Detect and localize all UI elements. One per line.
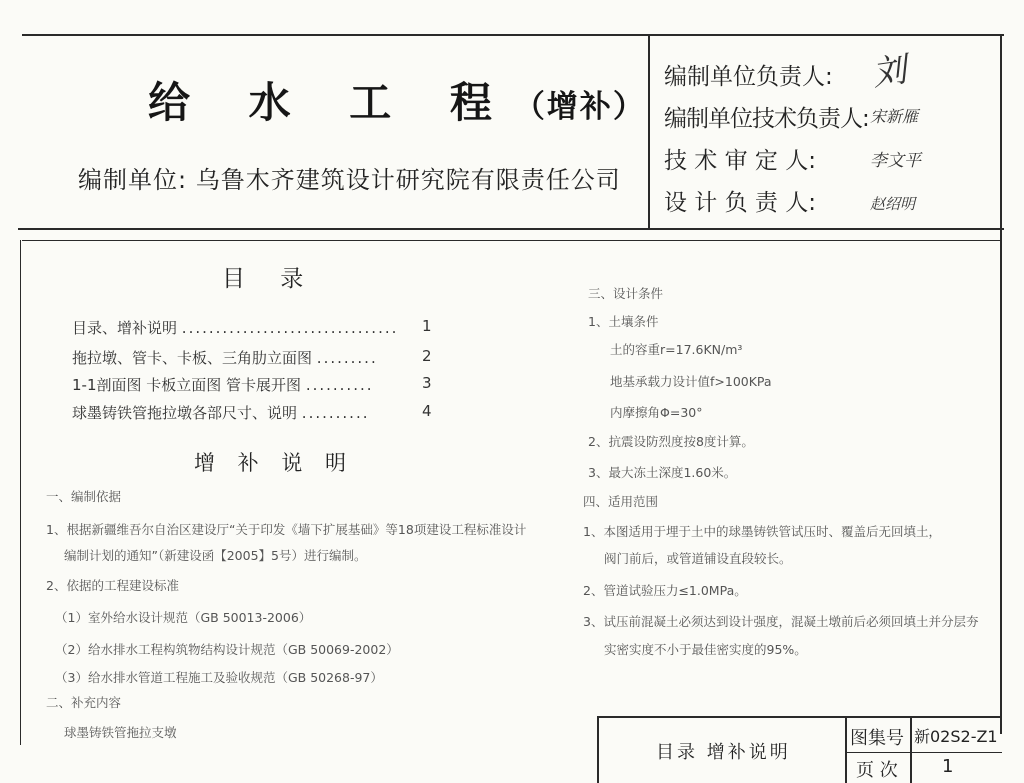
toc-item-dots: ................................ bbox=[181, 319, 399, 337]
top-border bbox=[22, 34, 1004, 36]
footer-title: 目录 增补说明 bbox=[656, 742, 791, 763]
note-line: （3）给水排水管道工程施工及验收规范（GB 50268-97） bbox=[55, 670, 383, 685]
page-value: 1 bbox=[942, 756, 954, 777]
atlas-label: 图集号 bbox=[850, 728, 904, 749]
left-border bbox=[20, 240, 21, 745]
toc-item-text: 目录、增补说明 bbox=[72, 319, 178, 337]
note-line: 土的容重r=17.6KN/m³ bbox=[610, 342, 743, 357]
toc-item-dots: .......... bbox=[305, 376, 374, 394]
toc-item-dots: ......... bbox=[316, 349, 378, 367]
note-line: 2、管道试验压力≤1.0MPa。 bbox=[583, 583, 747, 598]
note-line: 3、最大冻土深度1.60米。 bbox=[588, 465, 737, 480]
toc-item-text: 拖拉墩、管卡、卡板、三角肋立面图 bbox=[72, 349, 313, 367]
title-suffix: （增补） bbox=[513, 89, 646, 125]
note-line: 实密实度不小于最佳密实度的95%。 bbox=[604, 642, 807, 657]
supplement-heading: 增 补 说 明 bbox=[194, 451, 355, 475]
signoff-signature: 宋新雁 bbox=[870, 107, 919, 126]
toc-heading: 目 录 bbox=[222, 266, 318, 292]
note-line: （2）给水排水工程构筑物结构设计规范（GB 50069-2002） bbox=[55, 642, 399, 657]
footer-top-border bbox=[597, 716, 1002, 718]
toc-item bbox=[72, 374, 432, 395]
atlas-value: 新02S2-Z1 bbox=[914, 727, 998, 746]
toc-item-text: 1-1剖面图 卡板立面图 管卡展开图 bbox=[72, 376, 302, 394]
header-bottom-border bbox=[18, 228, 1004, 230]
note-line: 1、本图适用于埋于土中的球墨铸铁管试压时、覆盖后无回填土， bbox=[583, 524, 941, 539]
header-divider bbox=[648, 35, 650, 229]
page-title bbox=[148, 70, 646, 130]
signoff-signature: 赵绍明 bbox=[870, 195, 916, 213]
signoff-role: 编制单位负责人: bbox=[664, 64, 833, 90]
note-line: 阀门前后，或管道铺设直段较长。 bbox=[604, 551, 792, 566]
toc-item-page: 3 bbox=[422, 374, 432, 392]
toc-item-page: 2 bbox=[422, 347, 432, 365]
note-line: 四、适用范围 bbox=[583, 494, 659, 509]
note-line: 内摩擦角Φ=30° bbox=[610, 405, 703, 420]
organization-line bbox=[78, 160, 621, 195]
signoff-signature: 李文平 bbox=[870, 151, 921, 171]
right-border bbox=[1000, 34, 1002, 734]
note-line: 编制计划的通知”（新建设函【2005】5号）进行编制。 bbox=[64, 548, 367, 563]
note-line: 三、设计条件 bbox=[588, 286, 664, 301]
body-top-border bbox=[22, 240, 1000, 241]
signoff-signature: 刘 bbox=[869, 49, 910, 95]
toc-item-page: 1 bbox=[422, 317, 432, 335]
footer-left-border bbox=[597, 716, 599, 783]
note-line: 2、抗震设防烈度按8度计算。 bbox=[588, 434, 754, 449]
signoff-role: 技 术 审 定 人: bbox=[664, 148, 816, 174]
note-line: 球墨铸铁管拖拉支墩 bbox=[64, 725, 177, 740]
org-label: 编制单位: bbox=[78, 166, 188, 194]
signoff-role: 编制单位技术负责人: bbox=[664, 106, 869, 132]
org-name: 乌鲁木齐建筑设计研究院有限责任公司 bbox=[195, 166, 621, 194]
toc-item bbox=[72, 402, 432, 423]
footer-divider-2 bbox=[910, 716, 912, 783]
toc-item-page: 4 bbox=[422, 402, 432, 420]
note-line: 1、根据新疆维吾尔自治区建设厅“关于印发《墙下扩展基础》等18项建设工程标准设计 bbox=[46, 522, 527, 537]
note-line: 一、编制依据 bbox=[46, 489, 122, 504]
toc-item-text: 球墨铸铁管拖拉墩各部尺寸、说明 bbox=[72, 404, 298, 422]
note-line: 3、试压前混凝土必须达到设计强度，混凝土墩前后必须回填土并分层夯 bbox=[583, 614, 979, 629]
page-label: 页 次 bbox=[856, 760, 898, 781]
toc-item bbox=[72, 317, 432, 338]
footer-mid-line bbox=[846, 752, 1002, 753]
note-line: 1、土壤条件 bbox=[588, 314, 659, 329]
note-line: 2、依据的工程建设标准 bbox=[46, 578, 179, 593]
note-line: 地基承载力设计值f>100KPa bbox=[610, 374, 772, 389]
title-main: 给 水 工 程 bbox=[148, 78, 514, 127]
signoff-role: 设 计 负 责 人: bbox=[664, 190, 816, 216]
note-line: （1）室外给水设计规范（GB 50013-2006） bbox=[55, 610, 312, 625]
toc-item-dots: .......... bbox=[301, 404, 370, 422]
note-line: 二、补充内容 bbox=[46, 695, 122, 710]
footer-divider-1 bbox=[845, 716, 847, 783]
toc-item bbox=[72, 347, 432, 368]
